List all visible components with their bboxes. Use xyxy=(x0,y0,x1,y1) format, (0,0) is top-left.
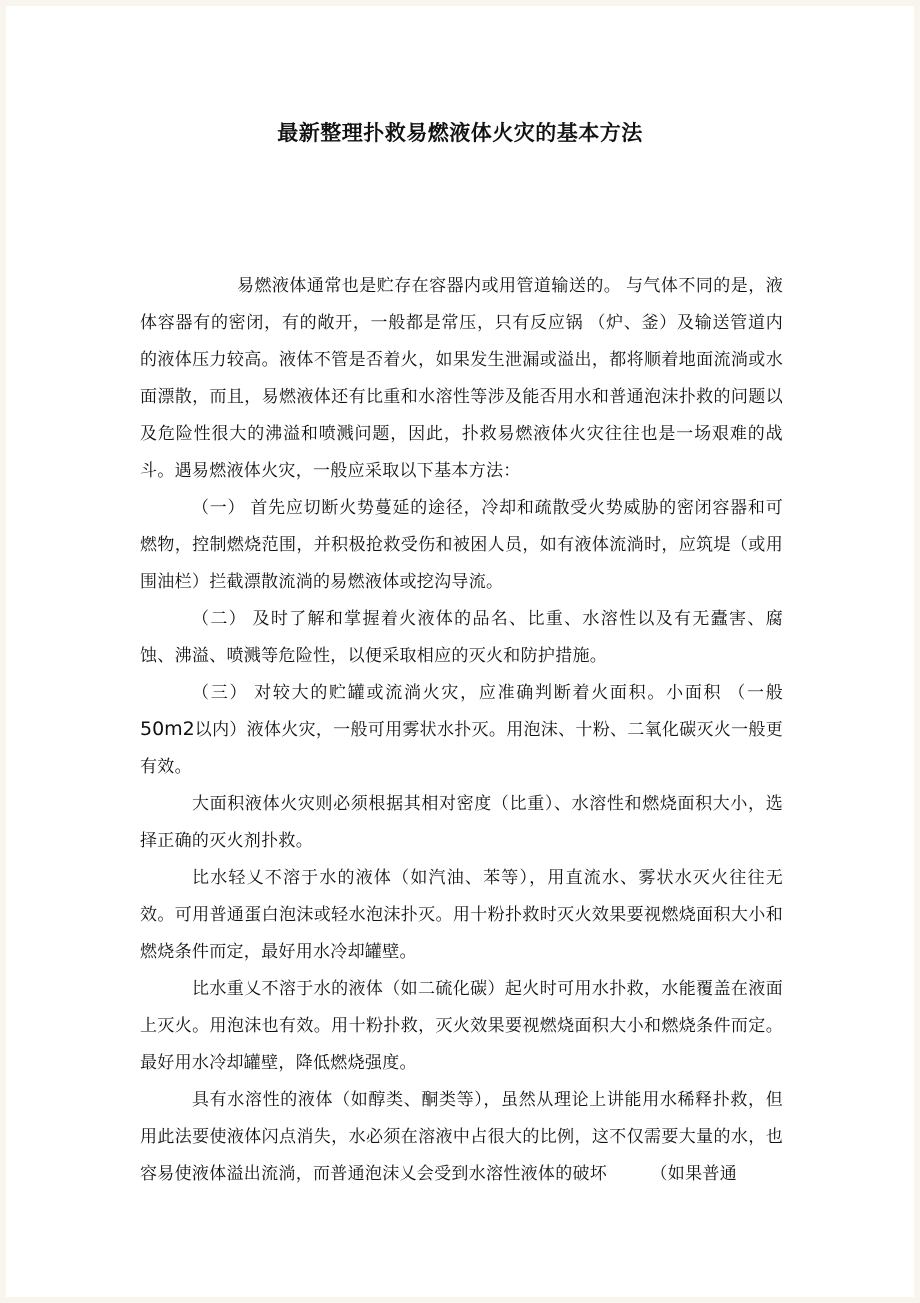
area-value: 50m2 xyxy=(140,718,195,740)
paragraph-text: 以内）液体火灾，一般可用雾状水扑灭。用泡沫、十粉、二氧化碳灭火一般更有效。 xyxy=(140,720,783,776)
paragraph-intro: 易燃液体通常也是贮存在容器内或用管道输送的。 与气体不同的是，液体容器有的密闭，有的敞开，一般都是常压，只有反应锅 （炉、釜）及输送管道内的液体压力较高。液体不管是否着火，如果发生泄漏或溢出，都将顺着地面流淌或水面漂散，而且，易燃液体还有比重和水溶性等涉及能否用水和普通泡沫扑救的问题以及危险性很大的沸溢和喷溅问题，因此，扑救易燃液体火灾往往也是一场艰难的战斗。遇易燃液体火灾，一般应采取以下基本方法： xyxy=(140,276,783,480)
paragraph-lighter-than-water: 比水轻乂不溶于水的液体（如汽油、苯等），用直流水、雾状水灭火往往无效。可用普通蛋白泡沫或轻水泡沫扑灭。用十粉扑救时灭火效果要视燃烧面积大小和燃烧条件而定，最好用水冷却罐壁。 xyxy=(140,868,783,961)
document-title: 最新整理扑救易燃液体火灾的基本方法 xyxy=(277,121,643,145)
paragraph-method-1: （一） 首先应切断火势蔓延的途径，冷却和疏散受火势威胁的密闭容器和可燃物，控制燃烧范围，并积极抢救受伤和被困人员，如有液体流淌时，应筑堤（或用围油栏）拦截漂散流淌的易燃液体或挖沟导流。 xyxy=(140,498,783,591)
document-page xyxy=(6,6,914,1297)
paragraph-method-3 xyxy=(140,674,783,785)
paragraph-water-soluble: 具有水溶性的液体（如醇类、酮类等），虽然从理论上讲能用水稀释扑救，但用此法要使液体闪点消失，水必须在溶液中占很大的比例，这不仅需要大量的水，也容易使液体溢出流淌，而普通泡沫乂会受到水溶性液体的破坏 （如果普通 xyxy=(140,1090,783,1183)
paragraph-large-area: 大面积液体火灾则必须根据其相对密度（比重）、水溶性和燃烧面积大小，选择正确的灭火剂扑救。 xyxy=(140,794,783,850)
paragraph-text: （三） 对较大的贮罐或流淌火灾，应准确判断着火面积。小面积 （一般 xyxy=(192,683,783,702)
paragraph-heavier-than-water: 比水重乂不溶于水的液体（如二硫化碳）起火时可用水扑救，水能覆盖在液面上灭火。用泡沫也有效。用十粉扑救，灭火效果要视燃烧面积大小和燃烧条件而定。最好用水冷却罐壁，降低燃烧强度。 xyxy=(140,979,783,1072)
paragraph-method-2: （二） 及时了解和掌握着火液体的品名、比重、水溶性以及有无蠹害、腐蚀、沸溢、喷溅等危险性，以便采取相应的灭火和防护措施。 xyxy=(140,609,783,665)
document-body xyxy=(140,267,783,1192)
